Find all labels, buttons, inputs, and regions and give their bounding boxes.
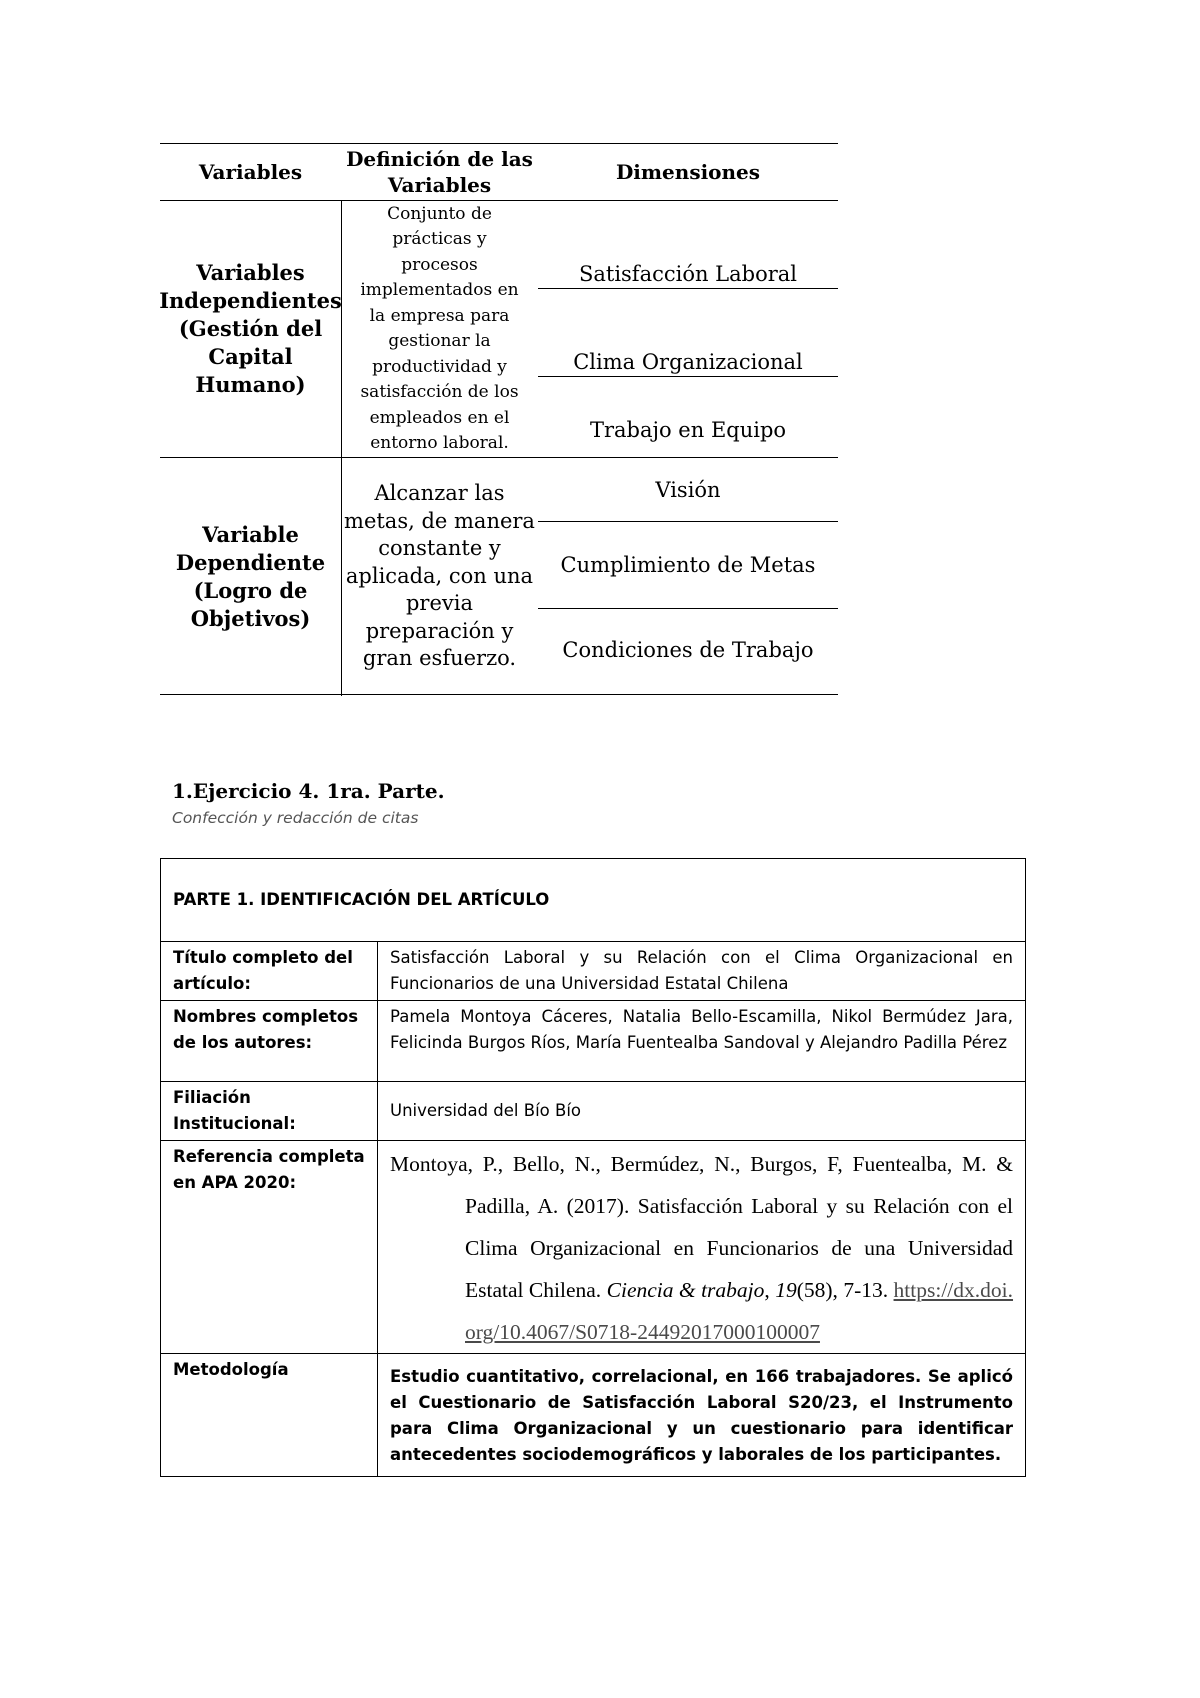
table-row: [161, 942, 1026, 1001]
table-row: [161, 1354, 1026, 1477]
variable-name-line: Independientes: [159, 288, 342, 313]
dimension-item: Satisfacción Laboral: [578, 262, 798, 286]
table-row: [161, 1141, 1026, 1354]
reference-issue-pages: (58), 7-13.: [796, 1278, 894, 1302]
table-bottom-rule: [160, 694, 838, 695]
definition-line: Conjunto de: [387, 203, 492, 224]
table-row: [161, 1001, 1026, 1082]
definition-line: Alcanzar las: [374, 481, 505, 506]
variable-name-line: (Logro de: [193, 577, 308, 603]
dimension-item: Visión: [655, 478, 721, 502]
dependent-variable-definition: [341, 459, 538, 694]
definition-line: implementados en: [360, 280, 519, 300]
dimension-item: Trabajo en Equipo: [589, 418, 787, 442]
definition-line: constante y: [378, 536, 501, 561]
article-table: [160, 858, 1026, 1477]
variable-name-line: Variable: [202, 521, 299, 547]
title-value: Satisfacción Laboral y su Relación con el Clima Organizacional en Funcionarios de una Universidad Estatal Chilena: [378, 942, 1026, 1001]
definition-line: empleados en el: [369, 407, 510, 428]
definition-line: procesos: [401, 254, 478, 275]
definition-line: gran esfuerzo.: [362, 646, 517, 671]
dimension-item: Clima Organizacional: [573, 350, 803, 374]
article-table-title: PARTE 1. IDENTIFICACIÓN DEL ARTÍCULO: [161, 859, 1026, 942]
exercise-heading: 1.Ejercicio 4. 1ra. Parte.: [172, 779, 445, 803]
filiation-label: Filiación Institucional:: [161, 1082, 378, 1141]
table-row: [161, 859, 1026, 942]
authors-value: Pamela Montoya Cáceres, Natalia Bello-Escamilla, Nikol Bermúdez Jara, Felicinda Burgos Ríos, María Fuentealba Sandoval y Alejandro Padilla Pérez: [378, 1001, 1026, 1082]
variable-name-line: Humano): [195, 372, 306, 397]
header-variables: Variables: [198, 160, 303, 184]
dimension-rule: [538, 288, 838, 289]
definition-line: gestionar la: [388, 331, 491, 351]
doi-link[interactable]: https://dx.doi.org/10.4067/S0718-24492017000100007: [465, 1278, 1014, 1344]
variable-name-line: (Gestión del: [178, 316, 323, 341]
method-label: Metodología: [161, 1354, 378, 1477]
reference-text: Montoya, P., Bello, N., Bermúdez, N., Burgos, F, Fuentealba, M. & Padilla, A. (2017). Satisfacción Laboral y su Relación con el Clima Organizacional en Funcionarios de una Universidad Estatal Chilena.: [390, 1152, 1013, 1302]
independent-variable-name: [160, 201, 341, 457]
header-dimensions: Dimensiones: [615, 160, 761, 184]
reference-journal: Ciencia & trabajo: [606, 1278, 765, 1302]
header-definition-line: Variables: [387, 173, 492, 197]
title-label: Título completo del artículo:: [161, 942, 378, 1001]
header-definition-line: Definición de las: [346, 147, 533, 171]
definition-line: entorno laboral.: [370, 433, 509, 453]
method-value: Estudio cuantitativo, correlacional, en 166 trabajadores. Se aplicó el Cuestionario de Satisfacción Laboral S20/23, el Instrumento para Clima Organizacional y un cuestionario para identificar antecedentes sociodemográficos y laborales de los participantes.: [378, 1354, 1026, 1477]
reference-separator: ,: [764, 1278, 776, 1302]
dependent-variable-name: [160, 459, 341, 694]
variables-table: [160, 143, 838, 695]
header-definition: [341, 145, 538, 199]
variable-name-line: Dependiente: [175, 549, 326, 575]
reference-label: Referencia completa en APA 2020:: [161, 1141, 378, 1354]
table-row: [161, 1082, 1026, 1141]
dimension-rule: [538, 608, 838, 609]
variable-name-line: Capital: [208, 344, 293, 369]
definition-line: aplicada, con una: [345, 563, 534, 588]
definition-line: metas, de manera: [344, 508, 535, 533]
dimension-item: Condiciones de Trabajo: [562, 638, 814, 662]
apa-reference: [390, 1143, 1013, 1353]
variable-name-line: Variables: [196, 260, 305, 285]
dimension-rule: [538, 376, 838, 377]
authors-label: Nombres completos de los autores:: [161, 1001, 378, 1082]
filiation-value: Universidad del Bío Bío: [378, 1082, 1026, 1141]
reference-value: [378, 1141, 1026, 1354]
definition-line: prácticas y: [392, 229, 487, 249]
dimension-item: Cumplimiento de Metas: [560, 553, 816, 577]
definition-line: preparación y: [365, 618, 514, 643]
exercise-subheading: Confección y redacción de citas: [172, 809, 419, 827]
dimension-rule: [538, 521, 838, 522]
definition-line: la empresa para: [369, 305, 510, 326]
definition-line: productividad y: [372, 356, 507, 377]
definition-line: previa: [405, 591, 473, 616]
variable-name-line: Objetivos): [190, 605, 311, 631]
section-rule: [160, 457, 838, 458]
table-top-rule: [160, 143, 838, 144]
independent-variable-definition: [341, 201, 538, 457]
reference-volume: 19: [775, 1278, 797, 1302]
definition-line: satisfacción de los: [360, 382, 519, 402]
